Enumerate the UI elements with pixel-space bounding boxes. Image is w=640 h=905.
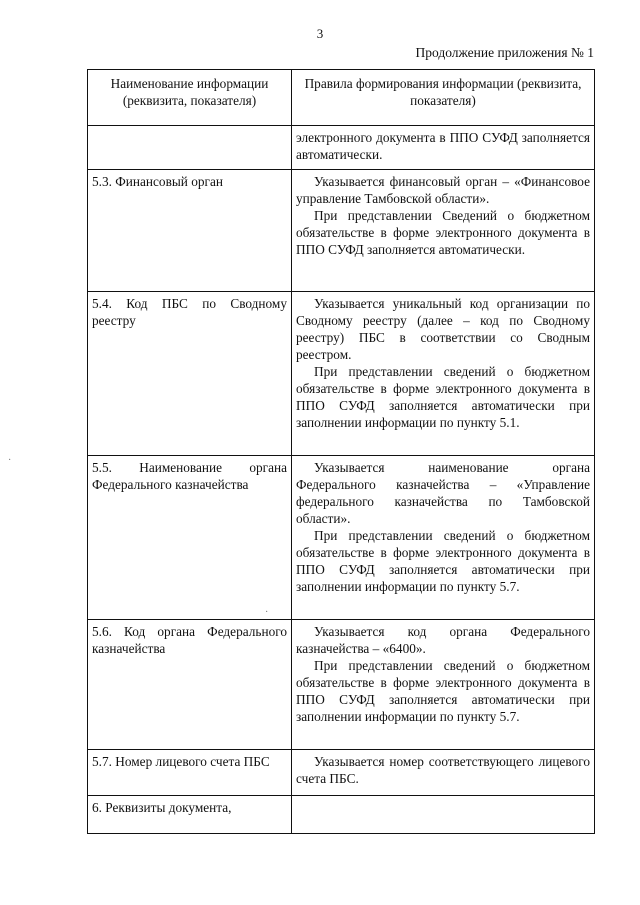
row-rules-cell — [292, 126, 595, 170]
header-name-column: Наименование информации (реквизита, показателя) — [88, 70, 292, 126]
rule-paragraph: При представлении Сведений о бюджетном обязательстве в форме электронного документа в ППО СУФД заполняется автоматически. — [296, 208, 590, 257]
rule-paragraph: При представлении сведений о бюджетном обязательстве в форме электронного документа в ППО СУФД заполняется автоматически при заполнении информации по пункту 5.7. — [296, 658, 590, 724]
row-rules-cell — [292, 750, 595, 796]
table-row — [88, 620, 595, 750]
table-row — [88, 750, 595, 796]
table-row — [88, 170, 595, 292]
requisites-table — [87, 69, 595, 834]
rule-paragraph: Указывается уникальный код организации по Сводному реестру (далее – код по Сводному реестру) ПБС в соответствии со Сводным реестром. — [296, 296, 590, 362]
rule-paragraph: Указывается наименование органа Федерального казначейства – «Управление федерального казначейства по Тамбовской области». — [296, 460, 590, 526]
row-name-cell: 5.5. Наименование органа Федерального казначейства — [88, 456, 292, 620]
table-row — [88, 456, 595, 620]
scan-artifact: · — [265, 607, 269, 618]
rule-paragraph: При представлении сведений о бюджетном обязательстве в форме электронного документа в ППО СУФД заполняется автоматически при заполнении информации по пункту 5.1. — [296, 364, 590, 430]
row-name-cell: 5.3. Финансовый орган — [88, 170, 292, 292]
row-rules-cell — [292, 456, 595, 620]
rule-paragraph: При представлении сведений о бюджетном обязательстве в форме электронного документа в ППО СУФД заполняется автоматически при заполнении информации по пункту 5.7. — [296, 528, 590, 594]
rule-paragraph: электронного документа в ППО СУФД заполняется автоматически. — [296, 130, 590, 162]
row-name-cell — [88, 126, 292, 170]
row-rules-cell — [292, 796, 595, 834]
rule-paragraph: Указывается финансовый орган – «Финансовое управление Тамбовской области». — [296, 174, 590, 206]
scan-artifact: · — [8, 455, 12, 466]
table-row — [88, 292, 595, 456]
row-rules-cell — [292, 292, 595, 456]
page-number: 3 — [316, 26, 324, 41]
header-rules-column: Правила формирования информации (реквизита, показателя) — [292, 70, 595, 126]
row-name-cell: 6. Реквизиты документа, — [88, 796, 292, 834]
table-row — [88, 126, 595, 170]
row-name-cell: 5.7. Номер лицевого счета ПБС — [88, 750, 292, 796]
appendix-continuation-note: Продолжение приложения № 1 — [415, 45, 594, 60]
table-header-row — [88, 70, 595, 126]
row-rules-cell — [292, 620, 595, 750]
rule-paragraph: Указывается код органа Федерального казначейства – «6400». — [296, 624, 590, 656]
row-name-cell: 5.4. Код ПБС по Сводному реестру — [88, 292, 292, 456]
row-name-cell: 5.6. Код органа Федерального казначейства — [88, 620, 292, 750]
rule-paragraph: Указывается номер соответствующего лицевого счета ПБС. — [296, 754, 590, 786]
table-row — [88, 796, 595, 834]
row-rules-cell — [292, 170, 595, 292]
